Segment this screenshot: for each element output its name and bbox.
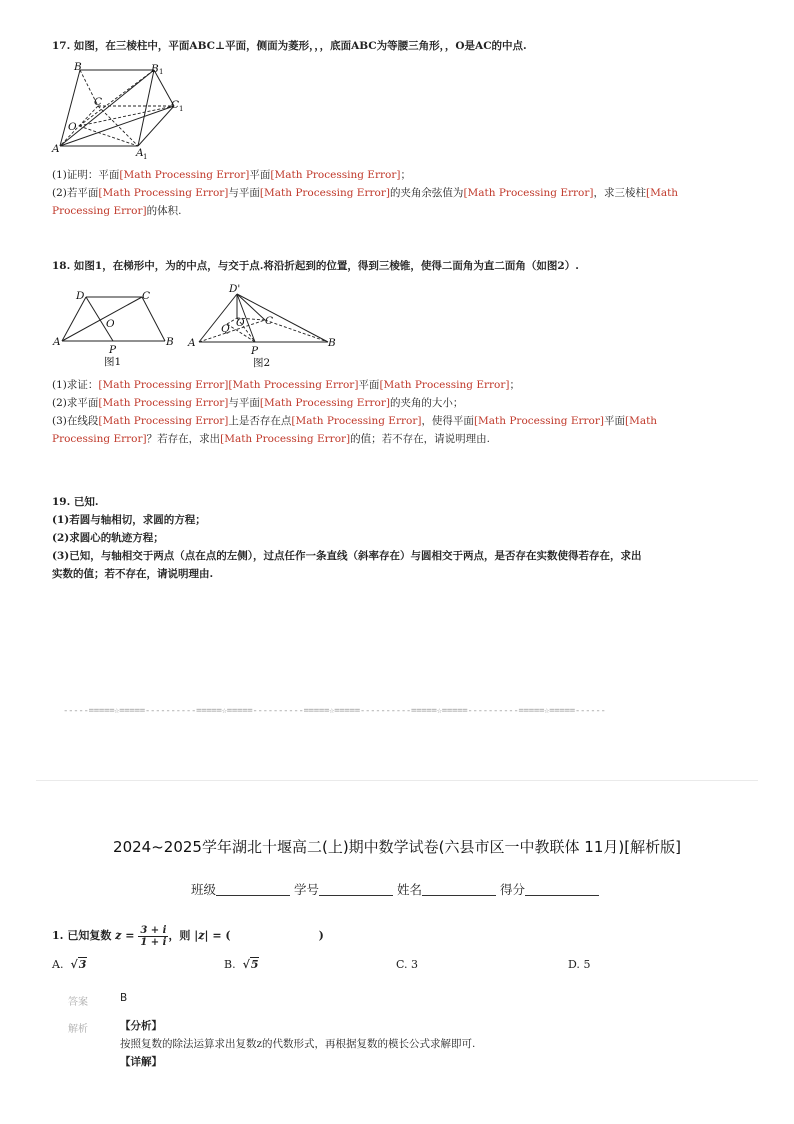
q18-fig1-label-P: P [109, 344, 117, 356]
q19-part2: (2)求圆心的轨迹方程； [52, 532, 164, 544]
q17-label-O: O [68, 121, 77, 133]
section-separator: -----=====☆=====----------=====☆=====----------=====☆=====----------=====☆=====----------=====☆=====------ [63, 706, 606, 716]
q18-fig2-label-O: O [236, 317, 245, 329]
q18-part3-cont: Processing Error]？若存在，求出[Math Processing Error]的值；若不存在，请说明理由. [52, 433, 490, 445]
q18-fig2-caption: 图2 [253, 357, 271, 369]
document-title: 2024~2025学年湖北十堰高二(上)期中数学试卷(六县市区一中教联体 11月)[解析版] [113, 838, 681, 856]
q19-title: 19. 已知. [52, 496, 99, 508]
q18-fig2-label-D: D' [229, 283, 241, 295]
q18-fig1-caption: 图1 [104, 356, 122, 368]
q19-part3-cont: 实数的值；若不存在，请说明理由. [52, 568, 214, 580]
name-label: 姓名 [397, 882, 423, 897]
q17-label-C1: C [171, 99, 180, 111]
q18-fig1-label-B: B [166, 336, 174, 348]
q18-fig1-label-C: C [142, 290, 151, 302]
q19-part3: (3)已知，与轴相交于两点（点在点的左侧），过点任作一条直线（斜率存在）与圆相交于两点，是否存在实数使得若存在，求出 [52, 550, 642, 562]
q1-fraction: $\frac{3 + i}{1 + i}$ [140, 924, 167, 948]
q18-fig2-pyramid [185, 280, 340, 370]
q1-option-a[interactable]: A. √3 [52, 958, 87, 971]
q18-part3: (3)在线段[Math Processing Error]上是否存在点[Math Processing Error]，使得平面[Math Processing Error]平面[Math [52, 415, 658, 427]
q17-label-A1: A [136, 147, 144, 159]
id-label: 学号 [293, 882, 319, 897]
student-info-row [0, 880, 794, 898]
q1-option-d[interactable]: D. 5 [568, 958, 591, 971]
q18-fig1-label-D: D [76, 290, 85, 302]
q18-fig2-label-Q: Q [221, 323, 230, 335]
class-label: 班级 [190, 882, 216, 897]
q18-fig2-label-C: C [265, 315, 274, 327]
name-blank[interactable] [422, 883, 496, 896]
q18-fig1-label-A: A [53, 336, 61, 348]
score-blank[interactable] [525, 883, 599, 896]
q18-part1: (1)求证：[Math Processing Error][Math Processing Error]平面[Math Processing Error]； [52, 379, 520, 391]
q18-fig1-trapezoid [50, 285, 185, 370]
q17-part1: (1)证明：平面[Math Processing Error]平面[Math Processing Error]； [52, 169, 411, 181]
q17-part2-cont: Processing Error]的体积. [52, 205, 182, 217]
q18-part2: (2)求平面[Math Processing Error]与平面[Math Processing Error]的夹角的大小； [52, 397, 464, 409]
q17-label-B1-sub: 1 [159, 68, 164, 76]
q1-stem: 1. 已知复数 z = $\frac{3 + i}{1 + i}$ ，则 |z| = ( ) [52, 924, 324, 948]
answer-tag: 答案 [68, 997, 88, 1008]
q1-option-b[interactable]: B. √5 [224, 958, 259, 971]
q17-label-B: B [74, 61, 82, 73]
analysis-text: 按照复数的除法运算求出复数z的代数形式，再根据复数的模长公式求解即可. [120, 1038, 476, 1050]
q17-prism-figure [50, 60, 200, 160]
page-divider [36, 780, 758, 781]
q17-part2: (2)若平面[Math Processing Error]与平面[Math Processing Error]的夹角余弦值为[Math Processing Error]，求三棱柱[Math [52, 187, 679, 199]
q17-title: 17. 如图，在三棱柱中，平面ABC⊥平面，侧面为菱形，，，底面ABC为等腰三角形，，O是AC的中点. [52, 40, 527, 52]
analysis-tag: 解析 [68, 1024, 88, 1035]
id-blank[interactable] [319, 883, 393, 896]
q17-label-C: C [94, 96, 103, 108]
q17-label-A: A [52, 143, 60, 155]
q19-part1: (1)若圆与轴相切，求圆的方程； [52, 514, 206, 526]
q17-label-A1-sub: 1 [143, 153, 148, 160]
q18-fig2-label-A: A [188, 337, 196, 349]
detail-heading: 【详解】 [120, 1056, 162, 1068]
q1-option-c[interactable]: C. 3 [396, 958, 419, 971]
q18-title: 18. 如图1，在梯形中，为的中点，与交于点.将沿折起到的位置，得到三棱锥，使得二面角为直二面角（如图2）. [52, 260, 579, 272]
class-blank[interactable] [216, 883, 290, 896]
q18-fig2-label-P: P [251, 345, 259, 357]
analysis-heading: 【分析】 [120, 1020, 162, 1032]
score-label: 得分 [500, 882, 526, 897]
q17-label-B1: B [151, 63, 159, 75]
q17-label-C1-sub: 1 [179, 105, 184, 113]
q18-fig1-label-O: O [106, 318, 115, 330]
answer-value: B [120, 992, 128, 1004]
q18-fig2-label-B: B [328, 337, 336, 349]
